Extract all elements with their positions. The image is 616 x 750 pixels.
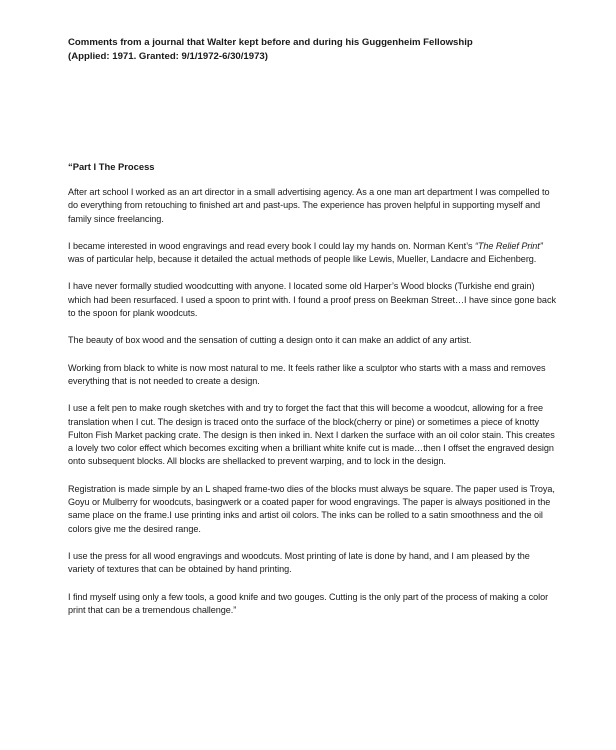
header-line-1: Comments from a journal that Walter kept before and during his Guggenheim Fellowship — [68, 37, 473, 48]
section-title: “Part I The Process — [68, 161, 155, 172]
header-line-2: (Applied: 1971. Granted: 9/1/1972-6/30/1973) — [68, 50, 268, 62]
paragraph-press: I use the press for all wood engravings and woodcuts. Most printing of late is done by hand, and I am pleased by the variety of textures that can be obtained by hand printing. — [68, 550, 530, 575]
paragraph-wood-engravings-before: I became interested in wood engravings and read every book I could lay my hands on. Norman Kent’s — [68, 240, 475, 251]
paragraph-art-school: After art school I worked as an art director in a small advertising agency. As a one man art department I was compelled to do everything from retouching to finished art and past-ups. The experience has proven helpful in supporting myself and family since freelancing. — [68, 187, 550, 224]
paragraph-wood-engravings — [68, 240, 558, 267]
paragraph-box-wood: The beauty of box wood and the sensation of cutting a design onto it can make an addict of any artist. — [68, 335, 472, 346]
document-page — [68, 36, 558, 615]
document-header — [68, 36, 558, 63]
paragraph-black-to-white: Working from black to white is now most natural to me. It feels rather like a sculptor who starts with a mass and removes everything that is not needed to create a design. — [68, 362, 546, 386]
paragraph-registration: Registration is made simple by an L shaped frame-two dies of the blocks must always be square. The paper used is Troya, Goyu or Mulberry for woodcuts, basingwerk or a coated paper for wood engravings. The paper is always positioned in the same place on the frame.I use printing inks and artist oil colors. The inks can be rolled to a satin smoothness and the oil colors give me the desired range. — [68, 483, 555, 534]
paragraph-tools: I find myself using only a few tools, a good knife and two gouges. Cutting is the only part of the process of making a color print that can be a tremendous challenge.” — [68, 591, 549, 615]
paragraph-felt-pen: I use a felt pen to make rough sketches with and try to forget the fact that this will become a woodcut, allowing for a free translation when I cut. The design is traced onto the surface of the block(cherry or pine) or sometimes a piece of knotty Fulton Fish Market packing crate. The design is then inked in. Next I darken the surface with an oil color stain. This creates a lovely two color effect which becomes exciting when a brilliant white knife cut is made…then I offset the engraved design onto subsequent blocks. All blocks are shellacked to prevent warping, and to lock in the design. — [68, 403, 555, 467]
paragraph-wood-engravings-after: was of particular help, because it detailed the actual methods of people like Lewis, Mueller, Landacre and Eichenberg. — [68, 254, 537, 265]
body-text — [68, 186, 558, 631]
book-title: “The Relief Print” — [474, 240, 543, 251]
paragraph-woodcutting-study: I have never formally studied woodcutting with anyone. I located some old Harper’s Wood blocks (Turkishe end grain) which had been resurfaced. I used a spoon to print with. I found a proof press on Beekman Street…I have since gone back to the spoon for plank woodcuts. — [68, 281, 556, 319]
